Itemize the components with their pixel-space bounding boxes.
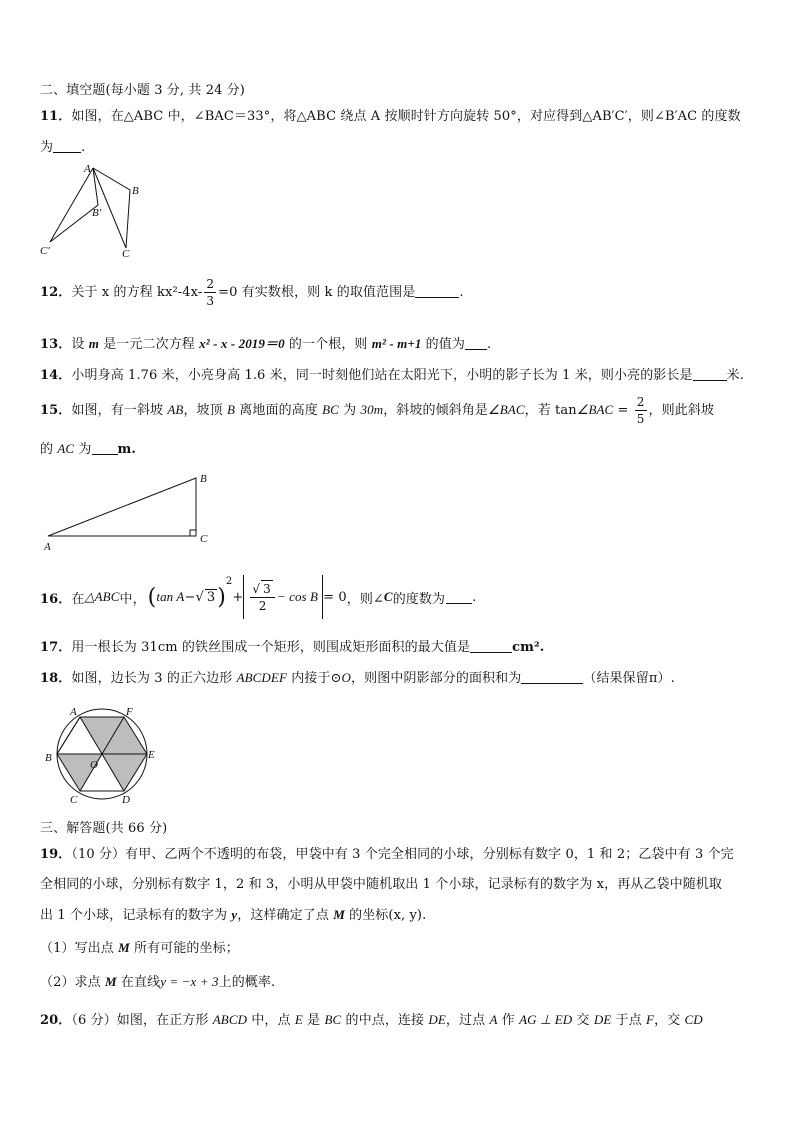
figure-hexagon-in-circle: [42, 700, 162, 808]
label-A: A: [84, 163, 91, 175]
label-B: B: [132, 185, 139, 197]
question-17: 17．用一根长为 31cm 的铁丝围成一个矩形，则围成矩形面积的最大值是 cm².: [40, 640, 545, 655]
question-16: 16． 在 △ABC 中， ( tan A − √ 3 ) $^2$ + $\frac{√ 3}{2}$ − cos B = 0 ，则∠ C 的度数为 .: [40, 572, 476, 622]
answer-blank: [693, 368, 727, 381]
label-C: C: [70, 794, 78, 806]
label-F: F: [126, 706, 133, 718]
label-O: O: [90, 759, 98, 771]
answer-blank: [521, 671, 583, 684]
question-19-line-3: 出 1 个小球，记录标有的数字为 y，这样确定了点 M 的坐标(x, y).: [40, 907, 427, 923]
question-15-line-2: 的 AC 为 m.: [40, 441, 136, 457]
label-C: C: [200, 533, 208, 545]
answer-blank: [470, 640, 512, 653]
question-15-line-1: 15．如图，有一斜坡 AB，坡顶 B 离地面的高度 BC 为 30m，斜坡的倾斜角是∠BAC，若 tan∠BAC = $\frac{2}{5}$ ，则此斜坡: [40, 395, 715, 426]
question-11-line-1: 11．如图，在△ABC 中，∠BAC＝33°，将△ABC 绕点 A 按顺时针方向旋转 50°，对应得到△AB′C′，则∠B′AC 的度数: [40, 109, 741, 124]
question-20-line-1: 20．（6 分）如图，在正方形 ABCD 中，点 E 是 BC 的中点，连接 DE，过点 A 作 AG ⊥ ED 交 DE 于点 F，交 CD: [40, 1012, 703, 1028]
question-19-line-2: 全相同的小球，分别标有数字 1，2 和 3，小明从甲袋中随机取出 1 个小球，记录标有的数字为 x，再从乙袋中随机取: [40, 877, 723, 892]
question-19-sub-2: （2）求点 M 在直线y = −x + 3上的概率.: [40, 974, 276, 990]
figure-slope-triangle: [40, 470, 220, 555]
absolute-value: $\frac{√ 3}{2}$ − cos B: [243, 575, 323, 619]
label-A: A: [70, 706, 77, 718]
fraction: $\frac{2}{3}$: [206, 277, 215, 308]
question-12: 12．关于 x 的方程 kx²-4x- $\frac{2}{3}$ =0 有实数根，则 k 的取值范围是 .: [40, 277, 464, 308]
label-B: B: [200, 473, 207, 485]
section-title-fill-blank: 二、填空题(每小题 3 分, 共 24 分): [40, 83, 245, 98]
label-B: B: [45, 752, 52, 764]
question-19-sub-1: （1）写出点 M 所有可能的坐标；: [40, 940, 239, 956]
question-18: 18．如图，边长为 3 的正六边形 ABCDEF 内接于⊙O，则图中阴影部分的面积和为 （结果保留π）.: [40, 670, 675, 686]
answer-blank: [53, 140, 81, 153]
label-C-prime: C′: [40, 245, 50, 257]
figure-rotated-triangle: [38, 160, 148, 260]
question-number: 11．: [40, 109, 72, 124]
answer-blank: [446, 591, 472, 604]
question-14: 14．小明身高 1.76 米，小亮身高 1.6 米，同一时刻他们站在太阳光下，小明的影子长为 1 米，则小亮的影长是 米.: [40, 368, 744, 383]
label-E: E: [148, 749, 155, 761]
label-D: D: [122, 794, 130, 806]
question-19-line-1: 19．（10 分）有甲、乙两个不透明的布袋，甲袋中有 3 个完全相同的小球，分别标有数字 0，1 和 2；乙袋中有 3 个完: [40, 847, 734, 862]
question-13: 13．设 m 是一元二次方程 x² - x - 2019＝0 的一个根，则 m² - m+1 的值为 .: [40, 336, 492, 352]
label-B-prime: B′: [92, 207, 102, 219]
answer-blank: [465, 337, 487, 350]
section-title-answer: 三、解答题(共 66 分): [40, 821, 168, 836]
answer-blank: [92, 442, 118, 455]
label-A: A: [44, 541, 51, 553]
answer-blank: [415, 285, 459, 298]
label-C: C: [122, 248, 130, 260]
question-11-line-2: 为 .: [40, 140, 86, 155]
shaded-triangle-right: [102, 754, 147, 791]
fraction: $\frac{2}{5}$: [636, 395, 645, 426]
